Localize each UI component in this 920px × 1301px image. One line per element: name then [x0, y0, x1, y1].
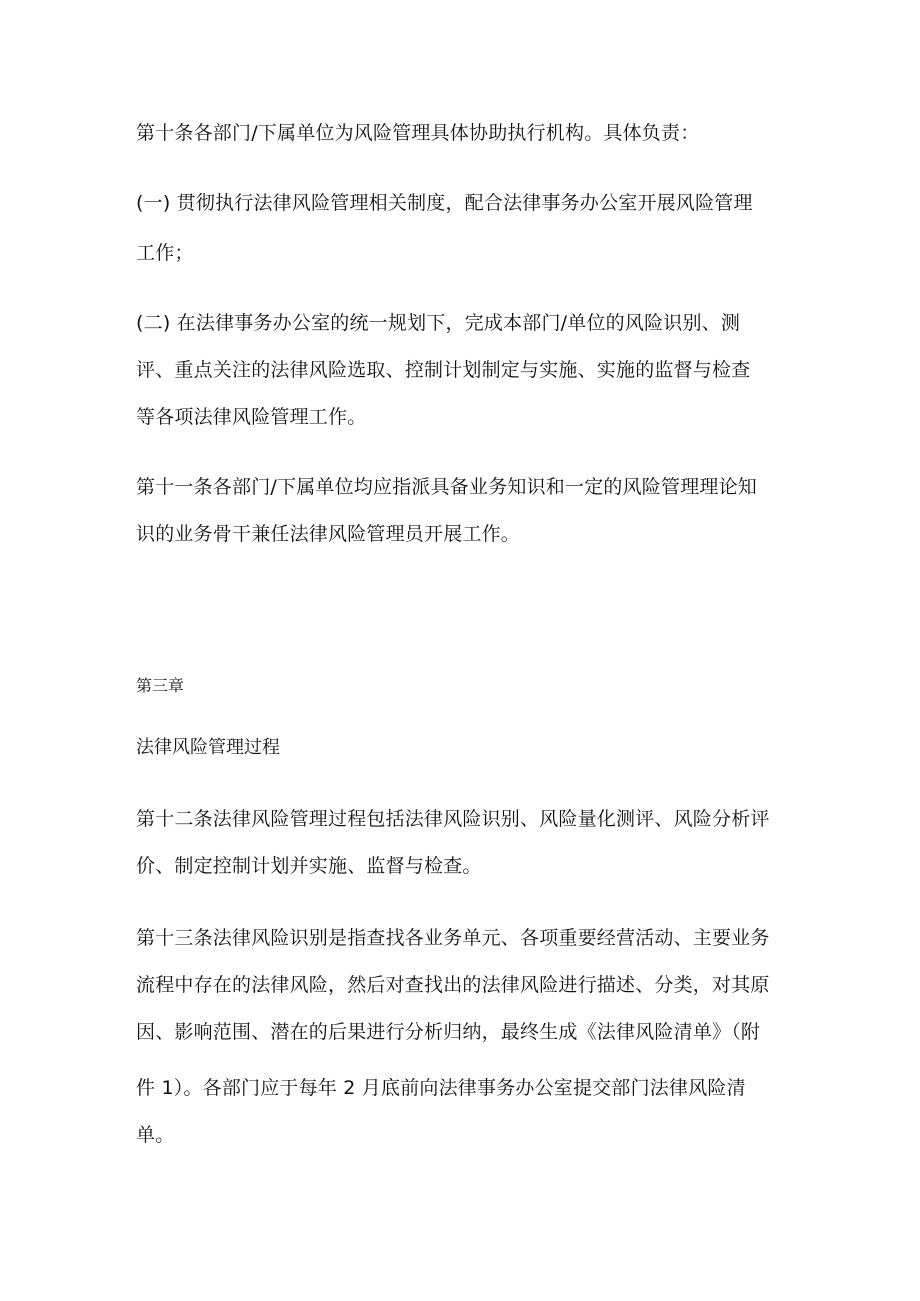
article-12-line-2: 价、制定控制计划并实施、监督与检查。	[136, 855, 482, 877]
article-10-item-2-line-2: 评、重点关注的法律风险选取、控制计划制定与实施、实施的监督与检查	[136, 359, 751, 381]
article-10-item-1-line-1: (一) 贯彻执行法律风险管理相关制度，配合法律事务办公室开展风险管理	[136, 192, 753, 214]
chapter-number: 第三章	[136, 676, 185, 695]
article-11-line-1: 第十一条各部门/下属单位均应指派具备业务知识和一定的风险管理理论知	[136, 476, 758, 498]
chapter-title: 法律风险管理过程	[136, 737, 280, 758]
article-12-line-1: 第十二条法律风险管理过程包括法律风险识别、风险量化测评、风险分析评	[136, 808, 770, 830]
article-10-line-1: 第十条各部门/下属单位为风险管理具体协助执行机构。具体负责：	[136, 122, 700, 144]
article-13-line-2: 流程中存在的法律风险，然后对查找出的法律风险进行描述、分类，对其原	[136, 974, 770, 996]
article-13-line-1: 第十三条法律风险识别是指查找各业务单元、各项重要经营活动、主要业务	[136, 927, 770, 949]
article-13-line-5: 单。	[136, 1124, 175, 1146]
article-13-line-4: 件 1）。各部门应于每年 2 月底前向法律事务办公室提交部门法律风险清	[136, 1077, 746, 1099]
article-13-line-3: 因、影响范围、潜在的后果进行分析归纳，最终生成《法律风险清单》（附	[136, 1021, 761, 1043]
article-10-item-2-line-1: (二) 在法律事务办公室的统一规划下，完成本部门/单位的风险识别、测	[136, 312, 741, 334]
article-10-item-2-line-3: 等各项法律风险管理工作。	[136, 406, 367, 428]
article-10-item-1-line-2: 工作；	[136, 242, 194, 264]
article-11-line-2: 识的业务骨干兼任法律风险管理员开展工作。	[136, 523, 521, 545]
